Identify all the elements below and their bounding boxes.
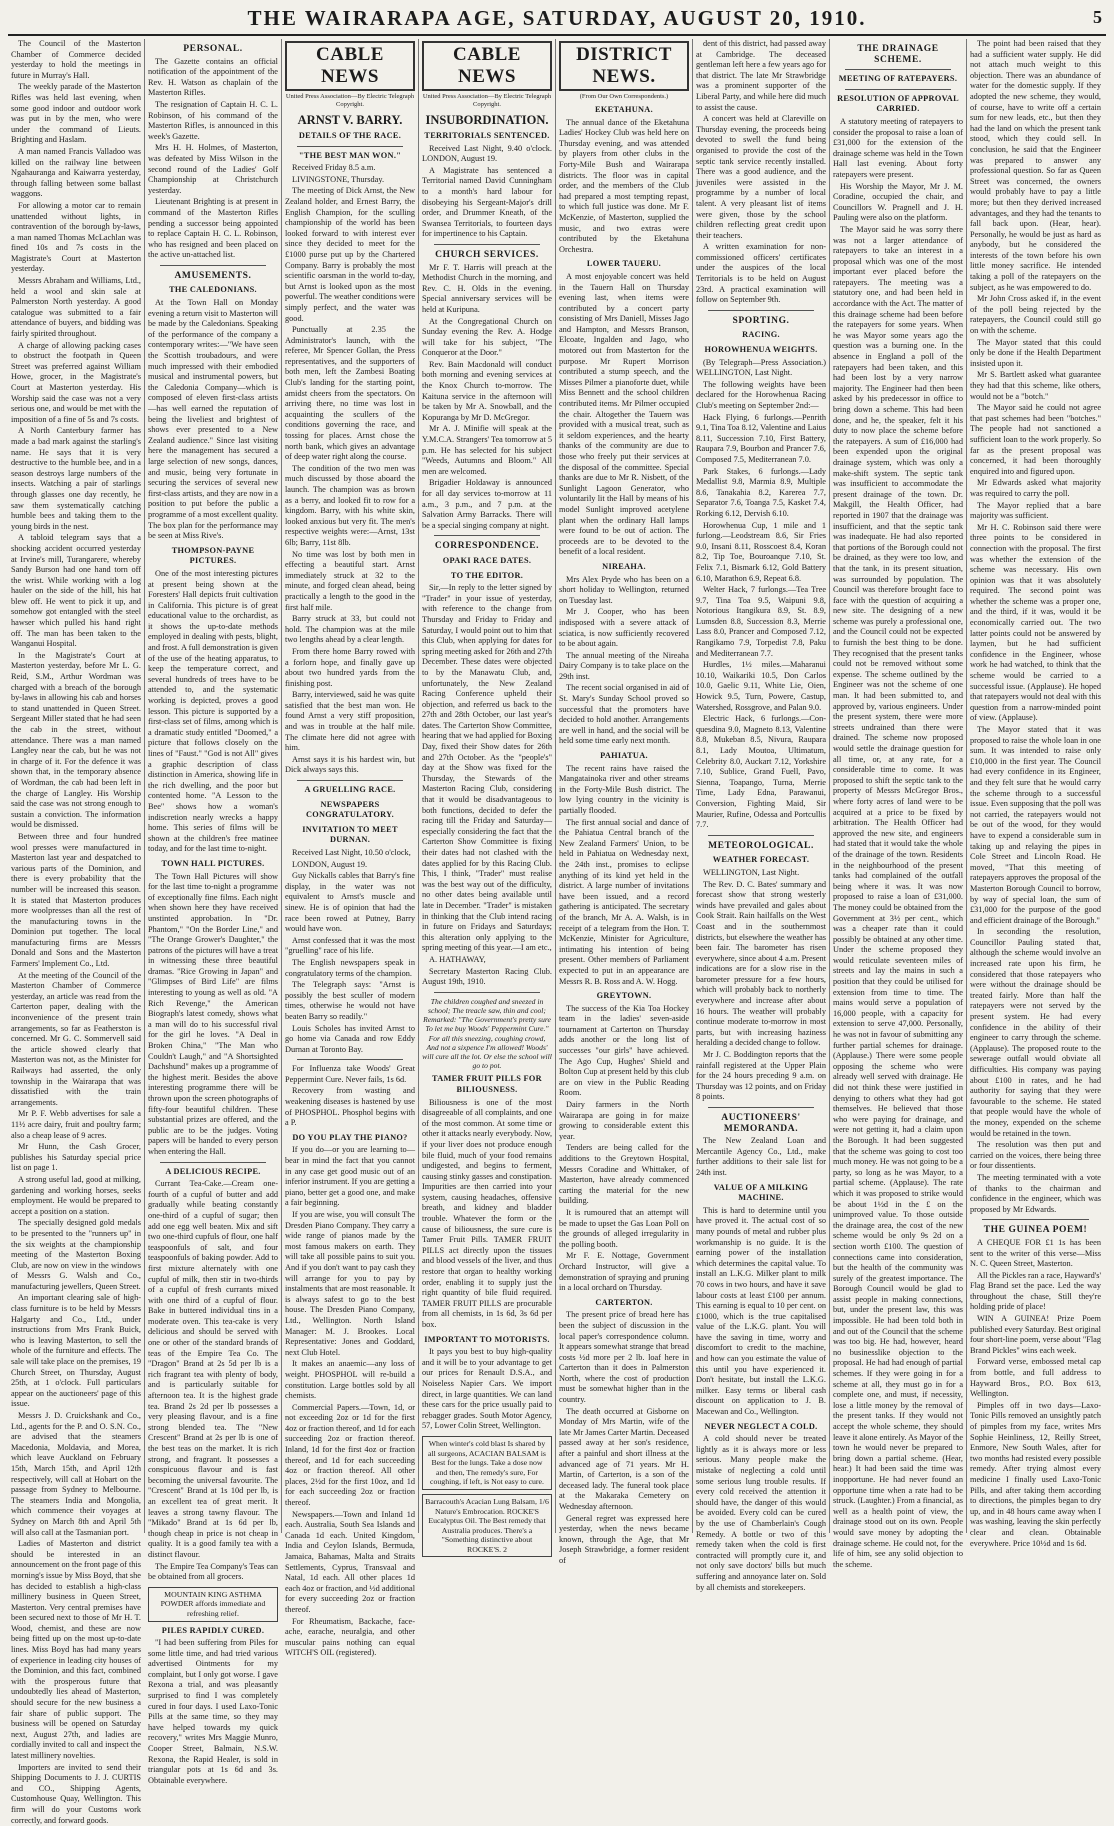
paragraph: The present price of bread here has been the subject of discussion in the local paper's correspondence column. It appears somewhat strange that bread costs ½d more per 2 lb. loaf here in Carterton than it does in Palmerston North, where the cost of production must be somewhat higher than in the country.	[559, 1310, 689, 1405]
recipe-paragraphs	[148, 1179, 278, 1583]
paragraph: A concert was held at Clareville on Thursday evening, the proceeds being devoted to swell the fund being organised to provide the cost of the septic tank service recently installed. There was a good audience, and the juveniles were assisted in the programme by a number of local talent. A very pleasant list of items were given, those by the school children reflecting great credit upon their teachers.	[696, 114, 826, 240]
paragraph: The first annual social and dance of the Pahiatua Central branch of the New Zealand Farmers' Union, to be held in Pahiatua on Wednesday next, the 24th inst., promises to eclipse anything of its kind yet held in the district. A large number of invitations have been issued, and a record gathering is anticipated. The secretary of the branch, Mr A. A. Walsh, is in receipt of a telegram from the Hon. T. McKenzie, Minister for Agriculture, intimating his intention of being present. Other members of Parliament expected to put in an appearance are Messrs R. B. Ross and A. W. Hogg.	[559, 817, 689, 986]
paragraph: Arnst confessed that it was the most "gruelling" race of his life.	[285, 935, 415, 956]
paragraph: A Magistrate has sentenced a Territorial named David Cunningham to a month's hard labour for disobeying his Sergeant-Major's drill order, and Drummer Kneath, of the Swansea Territorials, to fourteen days for impertinence to his Captain.	[422, 165, 552, 239]
cold-paragraphs	[696, 1434, 826, 1593]
paragraph: Guy Nickalls cables that Barry's fine display, in the water was not equivalent to Arnst's muscle and sinew. He is of opinion that had the race been rowed at Putney, Barry would have won.	[285, 871, 415, 934]
divider	[434, 244, 540, 245]
paragraph: Mr Hunn, the Cash Grocer, publishes his Saturday special price list on page 1.	[11, 1142, 141, 1173]
press-credit: United Press Association—By Electric Telegraph Copyright.	[285, 93, 415, 108]
paragraph: A. HATHAWAY,	[429, 954, 486, 964]
caledonians-heading: THE CALEDONIANS.	[169, 285, 257, 295]
paragraph: Brigadier Holdaway is announced for all day services to-morrow at 11 a.m., 3 p.m., and 7 p.m. at the Salvation Army Barracks. There will be a special singing company at night.	[422, 478, 552, 530]
paragraph: Mr F. E. Nottage, Government Orchard Instructor, will give a demonstration of spraying and pruning in a local orchard on Thursday.	[559, 1251, 689, 1293]
drainage-paragraphs	[833, 117, 963, 1570]
columns	[8, 39, 1106, 1825]
gruelling-race-heading: A GRUELLING RACE.	[304, 785, 396, 795]
paragraph: Messrs Abraham and Williams, Ltd., held a wool and skin sale at Palmerston North yesterday. A good catalogue was submitted to a fair attendance of buyers, and bidding was fairly spirited throughout.	[11, 276, 141, 339]
paragraph: At the Congregational Church on Sunday evening the Rev. A. Hodge will take for his subject, "The Conqueror at the Door."	[422, 316, 552, 358]
paragraph: Secretary Masterton Racing Club. August 19th, 1910.	[422, 966, 552, 987]
paragraph: Commercial Papers.—Town, 1d, or not exceeding 2oz or 1d for the first 4oz or fraction thereof, and 1d for each succeeding 2oz or fraction thereof. Inland, 1d for the first 4oz or fraction thereof, and 1d for each succeeding 4oz or fraction thereof. All other places, 2½d for the first 10oz, and 1d for each succeeding 2oz or fraction thereof.	[285, 1402, 415, 1508]
divider	[434, 535, 540, 536]
paragraph: At the meeting of the Council of the Masterton Chamber of Commerce yesterday, an article was read from the Carterton paper, dealing with the inconvenience of the present train arrangements, so far as Featherston is concerned. Mr G. C. Sommervell said the article showed clearly that Masterton was not, as the Minister for Railways had asserted, the only township in the Wairarapa that was dissatisfied with the train arrangements.	[11, 970, 141, 1107]
paragraph: Sir,—In reply to the letter signed by "Trader" in your issue of yesterday, with reference to the change from Thursday and Friday to Friday and Saturday, I would point out to him that this Club, when applying for dates for spring meeting asked for 26th and 27th December. These dates were objected to by the Manawatu Club, and, unfortunately, the New Zealand Racing Conference upheld their objection, and referred us back to the 27th and 28th October, our last year's dates. The Carterton Show Committee, hearing that we had applied for Boxing Day, fixed their Show dates for 26th and 27th October. As the "people's" day at the Show was fixed for the Thursday, the Stewards of the Masterton Racing Club, considering that it would be disadvantageous to both functions, decided to defer the racing till the Friday and Saturday—especially considering the fact that the Carterton Show Committee is fixing their dates had not clashed with the dates applied for by this Racing Club. This, I think, "Trader" must realise was the best way out of the difficulty, no other dates being available until late in December. "Trader" is mistaken in thinking that the Club intend racing in future on Fridays and Saturdays; this alteration only applying to the spring meeting of this year.—I am etc.,	[422, 583, 552, 953]
paragraph: A man named Francis Valladoo was killed on the railway line between Ngahauranga and Kaiwarra yesterday, through falling between some ballast waggons.	[11, 146, 141, 199]
paragraph: Pimples off in two days—Laxo-Tonic Pills removed an unsightly patch of pimples from my face, writes Mrs Sophie Heinliness, 12, Reilly Street, Enmore, New South Wales, after for two months had resisted every possible remedy. After trying almost every medicine I finally used Laxo-Tonic Pills, and after taking them according to directions, the pimples began to dry up, and in 48 hours came away when I was washing, leaving the skin perfectly clear and clean. Obtainable everywhere. Price 10½d and 1s 6d.	[970, 1400, 1101, 1548]
caledonians-paragraphs	[148, 298, 278, 542]
paragraph: The following weights have been declared for the Horowhenua Racing Club's meeting on September 2nd:—	[696, 379, 826, 410]
paragraph: Ladies of Masterton and district should be interested in an announcement on the front page of this morning's issue by Miss Boyd, that she has decided to establish a high-class millinery business in Queen Street, Masterton. Very central premises have been secured next to those of Mr H. T. Wood, chemist, and these are now being fitted up on the most up-to-date lines. Miss Boyd has had many years of experience in leading city houses of the Dominion, and this fact, combined with the prosperous future that undoubtedly lies ahead of Masterton, should secure for the new business a fair share of public support. The business will be opened on Saturday next, August 27th, and ladies are cordially invited to call and inspect the latest millinery novelties.	[11, 1539, 141, 1760]
district-news-banner: DISTRICT NEWS.	[559, 41, 689, 91]
newspapers-heading: NEWSPAPERS CONGRATULATORY.	[305, 799, 395, 820]
divider	[845, 69, 951, 70]
paragraph: Mr Edwards asked what majority was required to carry the poll.	[970, 478, 1101, 498]
paragraph: In seconding the resolution, Councillor Pauling stated that, although the scheme would involve an increased rate upon his firm, he considered that those ratepayers who were without the drainage should be treated fairly. More than half the ratepayers were not served by the present system. He had every confidence in the ability of their engineer to carry through the scheme. (Applause). The proposed route to the sewerage outfall would obviate all difficulties. His company was paying about £100 in rates, and he had authority for saying that they were favourable to the scheme. He stated that people would have the whole of the money, expended on the scheme would be retained in the town.	[970, 927, 1101, 1138]
paragraph: The recent social organised in aid of St. Mary's Sunday School proved so successful that the promoters have decided to hold another. Arrangements are well in hand, and the social will be held some time early next month.	[559, 683, 689, 746]
piles-heading: PILES RAPIDLY CURED.	[161, 1625, 265, 1635]
paragraph: From there home Barry rowed with a forlorn hope, and finally gave up about two hundred yards from the finishing post.	[285, 646, 415, 688]
paragraph: The Council of the Masterton Chamber of Commerce decided yesterday to hold the meetings in future in Murray's Hall.	[11, 39, 141, 80]
recipe-heading: A DELICIOUS RECIPE.	[165, 1166, 261, 1176]
to-editor-heading: TO THE EDITOR.	[450, 570, 524, 580]
paragraph: At the Town Hall on Monday evening a return visit to Masterton will be made by the Caledonians. Speaking of the performance of the company a contemporary writes:—"We have seen the Scottish troubadours, and were much impressed with their embodied musical and instrumental powers, but the Caledonia Company—which is composed of eleven first-class artists—has well earned the reputation of being the liveliest and brightest of shows ever presented to a New Zealand audience." Since last visiting here the management has secured a large selection of new songs, dances, and music, being very fortunate in securing the services of several new first-class artists, and they are now in a position to put before the public a programme of a most excellent quality. The box plan for the performance may be seen at Miss Rive's.	[148, 298, 278, 541]
paragraph: Biliousness is one of the most disagreeable of all complaints, and one of the most common. At some time or other it attacks nearly everybody. Now, if your liver does not produce enough bile fluid, much of your food remains undigested, and begins to ferment, causing stinky gasses and constipation. Impurities are then carried into your system, causing headaches, offensive breath, and kidney and bladder trouble. Whatever the form or the cause of biliousness, the sure cure is Tamer Fruit Pills. TAMER FRUIT PILLS act directly upon the tissues and blood vessels of the liver, and thus restore that organ to healthy working order, enabling it to supply just the right quantity of bile fluid required. TAMER FRUIT PILLS are procurable from all chemists, in 1s 6d, 3s 6d per box.	[422, 1097, 553, 1329]
carterton-continued	[696, 39, 826, 306]
paragraph: The meeting of Dick Arnst, the New Zealand holder, and Ernest Barry, the English Champion, for the sculling championship of the world has been looked forward to with interest ever since they decided to meet for the £1000 purse put up by the Chartered Company. Barry is probably the most scientific oarsman in the world to-day, but Arnst is looked upon as the most powerful. The weather conditions were simply perfect, and the water was good.	[285, 186, 416, 323]
horowhenua-heading: HOROWHENUA WEIGHTS.	[704, 345, 818, 355]
paragraph: "I had been suffering from Piles for some little time, and had tried various advertised Ointments for my complaint, but I only got worse. I gave Rexona a trial, and was pleasantly surprised to find I was completely cured in four days. I used Laxo-Tonic Pills at the same time, so they may have helped towards my quick recovery," writes Mrs Maggie Munro, Cooper Street, Balmain, N.S.W. Rexona, the Rapid Healer, is sold in triangular pots at 1s 6d and 3s. Obtainable everywhere.	[148, 1638, 278, 1785]
divider	[434, 992, 540, 993]
sporting-heading: SPORTING.	[732, 315, 790, 326]
insubordination-paragraphs	[422, 144, 552, 240]
piano-heading: DO YOU PLAY THE PIANO?	[292, 1132, 408, 1142]
paragraph: Tenders are being called for the additions to the Greytown Hospital, Messrs Coradine and Whittaker, of Masterton, have already commenced carting the material for the new building.	[559, 1143, 689, 1206]
paragraph: General regret was expressed here yesterday, when the news became known, through the Age, that Mr Joseph Strawbridge, a former resident of	[559, 1513, 689, 1565]
race-paragraphs	[285, 163, 415, 776]
column-7	[830, 39, 967, 1569]
paragraph: Barry, interviewed, said he was quite satisfied that the best man won. He found Arnst a very stiff proposition, and was in trouble at the half mile. The climate here did not agree with him.	[285, 690, 415, 753]
paragraph: Mr A. J. Minifie will speak at the Y.M.C.A. Strangers' Tea tomorrow at 5 p.m. He has selected for his subject "Weeds, Autumns and Bloom." All men are welcomed.	[422, 424, 552, 476]
personal-heading: PERSONAL.	[183, 44, 243, 54]
paragraph: The resolution was then put and carried on the voices, there being three or four dissentients.	[970, 1140, 1101, 1171]
paragraph: The Mayor said he was sorry there was not a larger attendance of ratepayers to take an interest in a proposal which was one of the most important ever placed before the ratepayers. The meeting was a statutory one, and had been held in accordance with the Act. The matter of this drainage scheme had been before the ratepayers for some years. When he was Mayor some years ago the question was a burning one. In the absence in England a poll of the ratepayers had been taken, and this had been lost by a very narrow majority. The Engineer had then been asked by his predecessor in office to bring down a scheme. This had been done, and he, the speaker, felt it his duty to now place the scheme before the ratepayers. A sum of £16,000 had been expended upon the original drainage system, which was only a make-shift system. The septic tank was insufficient to accommodate the present drainage of the town. Dr. Makgill, the Health Officer, had reported in 1907 that the drainage was insufficient, and that the septic tank was inadequate. He had also reported that portions of the Borough could not be drained, as they were too low, and that the tank, in its present situation, was surrounded by population. The Council was therefore brought face to face with the question of acquiring a new site. The designing of a new scheme was purely a professional one, and the Council could not be expected to furnish the best thing to be done. They recognised that the present tanks could not be removed without some expense. The scheme outlined by the Engineer was not the scheme of one man. It had been submitted to, and approved by, various engineers. Under the present system, there were more streets undrained than there were drained. The scheme now proposed would settle the drainage question for all time, or, at any rate, for a considerable time to come. It was proposed to shift the septic tank to the property of Messrs McGregor Bros., where forty acres of land were to be acquired at a price to be fixed by arbitration. The Health Officer had approved the new site, and engineers had stated that it would take the whole of the drainage of the town. Residents in the neighbourhood of the present tanks had complained of the outfall being where it was. It was now proposed to raise a loan of £31,000. The money could be obtained from the Government at 3½ per cent., which was a cheaper rate than it could possibly be obtained at any other time. Under the scheme proposed they would reticulate seventeen miles of streets and lay the mains in such a position that they could be utilised for extension from time to time. The mains would serve a population of 16,000 people, with a capacity for extension to serve 47,000. Personally, he was not in favour of submitting any further partial schemes for drainage. (Applause.) There were some people opposing the scheme who were already well served with drainage. He did not think these were justified in denying to others what they had got themselves. He believed that those who were paying for drainage, and were not getting it, had a claim upon the Borough. It had been suggested that the scheme was going to cost too much money. He was not going to be a party, so long as he was Mayor, to a partial scheme. (Applause). The rate which it was proposed to strike would be about 1½d in the £ on the unimproved value. To those outside the drainage area, the cost of the new scheme would be only 9s 2d on a section worth £100. The question of connections came into consideration, but the health of the community was surely of the greatest importance. The Borough Council would be glad to assist people in making connections, but, under the present law, this was impossible. He had been told both in and out of the Council that the scheme was too big. He had, however, heard no businesslike objection to the proposal. He had had enough of partial schemes. If they were going in for a scheme at all, they must go in for a complete one, and must, if necessity, lose a little money by the removal of the present tanks. If they would not accept the whole scheme, they should leave it alone entirely. As Mayor of the town he would never be prepared to bring down a partial scheme. (Hear, hear.) It had been said the time was inopportune. He had never found an opportune time when a rate had to be struck. (Laughter.) From a financial, as well as a health point of view, the drainage stood out on its own. People would save money by adopting the drainage scheme. He could not, for the life of him, see any solid objection to the scheme.	[833, 224, 963, 1569]
piles-paragraphs	[148, 1638, 278, 1786]
paragraph: The Mayor said he could not agree that past schemes had been "botches." The people had not sanctioned a sufficient loan to the work properly. So far as the present proposal was concerned, it had been thoroughly enquired into and figured upon.	[970, 403, 1101, 476]
paragraph: A most enjoyable concert was held in the Tauern Hall on Thursday evening last, when items were contributed by a concert party consisting of Mrs Daniell, Misses Jago and Hampton, and Messrs Branson, Elcoate, Ingalden and Jago, who motored out from Masterton for the purpose. Mr Rupert Morrison contributed a stump speech, and the Misses Pilmer a pianoforte duet, while Miss Bennett and the school children contributed items. Mr Pilmer occupied the chair. Altogether the Tauern was provided with a musical treat, such as it seldom experiences, and the hearty thanks of the community are due to those who freely put their services at the disposal of the committee. Special thanks are due to Mr R. Nisbett, of the Sunlight Lagoon Generator, who voluntarily lit the Hall by means of his model Sunlight improved acetylene plant when the ordinary Hall lamps were found to be out of action. The proceeds are to be devoted to the benefit of a local resident.	[559, 271, 689, 557]
paragraph: The specially designed gold medals to be presented to the "runners up" in the six weights at the championship meeting of the Masterton Boxing Club, are now on view in the windows of Messrs G. Walsh and Co., manufacturing jewellers, Queen Street.	[11, 1218, 141, 1291]
auctioneers-heading: AUCTIONEERS' MEMORANDA.	[721, 1113, 801, 1134]
opaki-heading: OPAKI RACE DATES.	[442, 555, 532, 565]
paragraph: Newspapers.—Town and Inland 1d each. Australia, South Sea Islands and Canada 1d each. United Kingdom, India and Ceylon Islands, Bermuda, Jamaica, Bahamas, Malta and Straits Settlements, Cyprus, Transvaal and Natal, 1d each. All other places 1d each 4oz or fraction, and ½d additional for every succeeding 2oz or fraction thereof.	[285, 1509, 415, 1614]
paragraph: Dairy farmers in the North Wairarapa are going in for maize growing to considerable extent this year.	[559, 1100, 689, 1141]
paragraph: It pays you best to buy high-quality and it will be to your advantage to get our prices for Renault D.S.A., and Noiseless Napier Cars. We import direct, in large quantities. We can land these cars for the price usually paid to rebagger grades. South Motor Agency, 57, Lower Colin Street, Wellington.	[422, 1347, 552, 1431]
tamer-paragraphs	[422, 1098, 552, 1331]
motorists-paragraphs	[422, 1347, 552, 1432]
arnst-barry-headline: ARNST V. BARRY.	[297, 113, 403, 127]
eketahuna-paragraphs	[559, 118, 689, 256]
paragraph: A written examination for non-commissioned officers' certificates under the auspices of the local Territorials is to be held on August 23rd. A practical examination will follow on September 9th.	[696, 242, 826, 305]
paragraph: Mr S. Bartlett asked what guarantee they had that this scheme, like others, would not be a "botch."	[970, 370, 1101, 401]
paragraph: A CHEQUE FOR £1 1s has been sent to the writer of this verse—Miss N. C. Queen Street, Masterton.	[970, 1237, 1101, 1269]
paragraph: It makes an anaemic—any loss of weight. PHOSPHOL will re-build a constitution. Large bottles sold by all chemists.	[285, 1359, 415, 1401]
auctioneers-paragraphs	[696, 1136, 826, 1178]
divider	[982, 1219, 1089, 1220]
column-4	[419, 39, 556, 1554]
gruelling-paragraphs	[285, 848, 415, 1055]
paragraph: Hack Flying, 6 furlongs.—Penrith 9.1, Tina Toa 8.12, Valentine and Laius 8.11, Succession 7.10, First Battery, Raupara 7.9, Bourbon and Prancer 7.6, Composed 7.5, Mediterranean 7.0.	[696, 412, 827, 464]
paragraph: Welter Hack, 7 furlongs.—Tea Tree 9.7, Tina Toa 9.5, Waipuni 9.8, Notorious Itangikura 8.9, St. 8.9, Lumsden 8.8, Succession 8.3, Merrie Lass 8.0, Prancer and Composed 7.12, Rangikamo 7.9, Torpedist 7.8, Paku and Mediterranean 7.7.	[696, 585, 826, 658]
peppermint-verse: The children coughed and sneezed in school; The treacle saw, thin and cool; Remarked: "The Government's pretty sure To let me buy Woods' Peppermint Cure." For all this sneezing, coughing crowd, And not a sixpence I'm allowed! Woods' will cure all the lot. Or else the school will go to pot.	[422, 996, 552, 1071]
paragraph: His Worship the Mayor, Mr J. M. Coradine, occupied the chair, and Councillors W. Pragnell and J. H. Pauling were also on the platform.	[833, 181, 963, 223]
nireaha-paragraphs	[559, 575, 689, 748]
cable-news-banner: CABLE NEWS	[285, 41, 415, 91]
paragraph: WELLINGTON, Last Night.	[703, 867, 800, 877]
paragraph: Punctually at 2.35 the Administrator's launch, with the referee, Mr Spencer Gollan, the Press representatives, and the supporters of both men, left the Zambesi Boating Club's landing for the starting point, amidst cheers from the spectators. On arriving there, no time was lost in acquainting the scullers of the conditions governing the race, and tossing for places. Arnst chose the north bank, which gives an advantage of deep water right along the course.	[285, 325, 415, 462]
paragraph: The death occurred at Gisborne on Monday of Mrs Martin, wife of the late Mr James Carter Martin. Deceased passed away at her son's residence, after a painful and short illness at the advanced age of 71 years. Mr H. Martin, of Carterton, is a son of the deceased lady. The funeral took place at the Makaraka Cemetery on Wednesday afternoon.	[559, 1406, 689, 1511]
durnan-heading: INVITATION TO MEET DURNAN.	[302, 824, 398, 845]
column-6	[693, 39, 830, 1592]
paragraph: The Mayor replied that a bare majority was sufficient.	[970, 500, 1101, 521]
paragraph: The English newspapers speak in congratulatory terms of the champion.	[285, 957, 415, 978]
greytown-paragraphs	[559, 1004, 689, 1294]
paragraph: It is rumoured that an attempt will be made to upset the Gas Loan Poll on the grounds of alleged irregularity in the polling booth.	[559, 1207, 689, 1249]
ratepayers-meeting-heading: MEETING OF RATEPAYERS.	[838, 74, 958, 84]
column-1	[8, 39, 145, 1825]
column-8	[967, 39, 1104, 1548]
paragraph: Between three and four hundred wool presses were manufactured in Masterton last year and despatched to various parts of the Dominion, and there is every probability that the number will be increased this season. It is stated that Masterton produces more woolpresses than all the rest of the manufacturing towns in the Dominion put together. The local manufacturing firms are Messrs Donald and Sons and the Masterton Farmers' Implement Co., Ltd.	[11, 831, 141, 969]
paragraph: LIVINGSTONE, Thursday.	[292, 174, 385, 184]
paragraph: Park Stakes, 6 furlongs.—Lady Medallist 9.8, Marmia 8.9, Multiple 8.6, Tanakahia 8.2, Karerea 7.7, Separator 7.6, Toanga 7.5, Kasket 7.4, Rorking 6.12, Dervish 6.10.	[696, 466, 826, 518]
cable-news-banner: CABLE NEWS	[422, 41, 552, 91]
paragraph: For Influenza take Woods' Great Peppermint Cure. Never fails, 1s 6d.	[285, 1064, 415, 1084]
paragraph: Received Friday 8.5 a.m.	[292, 163, 376, 173]
paragraph: A cold should never be treated lightly as it is always more or less serious. Many people make the mistake of neglecting a cold until some serious lung trouble results. If every cold received the attention it should have, the danger of this would be avoided. Every cold can be cured by the use of Chamberlain's Cough Remedy. A bottle or two of this remedy taken when the cold is first contracted will promptly cure it, and not only save doctors' bills but much suffering and annoyance later on. Sold by all chemists and storekeepers.	[696, 1434, 826, 1592]
racing-heading: RACING.	[742, 330, 780, 340]
paragraph: Mr F. T. Harris will preach at the Methodist Church in the morning, and Rev. C. H. Olds in the evening. Special anniversary services will be held at Kuripuna.	[422, 262, 552, 314]
weather-forecast-heading: WEATHER FORECAST.	[712, 855, 810, 865]
motorists-heading: IMPORTANT TO MOTORISTS.	[424, 1334, 550, 1344]
rockes-oil-advert: Barracouth's Acacian Lung Balsam, 1/6 Nature's Embrocation. ROCKE'S Eucalyptus Oil. The Best remedy that Australia produces. There's a "Something distinctive about ROCKE'S. 2	[422, 1494, 552, 1558]
paragraph: A North Canterbury farmer has made a bad mark against the starling's name. He says that it is very destructive to the humble bee, and in a season destroys large numbers of the insects. Watching a pair of starlings through glasses one day recently, he saw them systematically catching humble bees and taking them to the young birds in the nest.	[11, 426, 141, 531]
paragraph: LONDON, August 19.	[292, 859, 368, 869]
page-number: 5	[1093, 7, 1102, 27]
paragraph: Mr H. C. Robinson said there were three points to be considered in connection with the proposal. The first was whether the extension of the scheme was necessary. His own opinion was that it was absolutely required. The second point was whether the scheme was a proper one, and the third, if it was, would it be economically carried out. The two latter points could not be answered by laymen, but he had sufficient confidence in the Engineer, whose work he had watched, to think that the scheme would be carried to a successful issue. (Applause). He hoped that ratepayers would not deal with this question from a narrow-minded point of view. (Applause).	[970, 522, 1101, 723]
paragraph: A charge of allowing packing cases to obstruct the footpath in Queen Street was preferred against William Howe, grocer, in the Magistrate's Court at Masterton yesterday. His Worship said the case was not a very serious one, and would be met with the imposition of a fine of 5s and 7s costs.	[11, 340, 141, 424]
paragraph: The Mayor stated that it was proposed to raise the whole loan in one sum. It was intended to raise only £10,000 in the first year. The Council had every confidence in its Engineer, and they felt sure that he would carry the scheme through to a successful issue. Even supposing that the poll was not carried, the ratepayers would not be out of the wood, for they would have to expend a considerable sum in taking up and relaying the pipes in Cole Street and Lincoln Road. He moved, "That this meeting of ratepayers approves the proposal of the Masterton Borough Council to borrow, by way of special loan, the sum of £31,000 for the purpose of the good and efficient drainage of the Borough."	[970, 725, 1101, 925]
thompson-payne-paragraphs	[148, 569, 278, 855]
paragraph: The meeting terminated with a vote of thanks to the chairman and confidence in the engineer, which was proposed by Mr Edwards.	[970, 1172, 1101, 1214]
newspaper-title: THE WAIRARAPA AGE, SATURDAY, AUGUST 20, 1910.	[247, 6, 867, 30]
cold-heading: NEVER NEGLECT A COLD.	[704, 1421, 818, 1431]
paragraph: Lieutenant Brighting is at present in command of the Masterton Rifles pending a successor being appointed to replace Captain H. C. L. Robinson, who has resigned and been placed on the active un-attached list.	[148, 197, 278, 260]
paragraph: The Gazette contains an official notification of the appointment of the Rev. H. Watson as chaplain of the Masterton Rifles.	[148, 56, 278, 98]
paragraph: The recent rains have raised the Mangatainoka river and other streams in the Forty-Mile Bush district. The low lying country in the vicinity is partially flooded.	[559, 763, 689, 815]
paragraph: A strong useful lad, good at milking, gardening and working horses, seeks employment. He would be prepared to accept a position on a station.	[11, 1174, 141, 1216]
paragraph: In the Magistrate's Court at Masterton yesterday, before Mr L. G. Reid, S.M., Arthur Wordman was charged with a breach of the borough by-laws in allowing his cab and horses to stand unattended in Queen Street. Sergeant Miller stated that he had seen the cab in the street, without attendance. There was a man named Langley near the cab, but he was not in charge of it. For the defence it was shown that, in the temporary absence of Wordman, the cab had been left in the charge of Langley. His Worship said the case was not strong enough to sustain a conviction. The information would be dismissed.	[11, 650, 141, 830]
correspondence-heading: CORRESPONDENCE.	[434, 541, 540, 552]
pahiatua-heading: PAHIATUA.	[600, 751, 648, 761]
paragraph: All the Pickles ran a race, Hayward's' Flag Brand set the pace. Led the way throughout the chase, Still they're holding pride of place!	[970, 1270, 1101, 1312]
divider	[708, 310, 814, 311]
paragraph: Importers are invited to send their Shipping Documents to J. J. CURTIS and CO., Shipping Agents, Customhouse Quay, Wellington. This firm will do your Customs work correctly, and forward goods.	[11, 1762, 141, 1825]
paragraph: Recovery from wasting and weakening diseases is hastened by use of PHOSPHOL. Phosphol begins with a P.	[285, 1086, 415, 1128]
piano-paragraphs	[285, 1145, 415, 1659]
paragraph: Horowhenua Cup, 1 mile and 1 furlong.—Leodstream 8.6, Sir Fries 9.0, Insani 8.11, Rosscoest 8.4, Koran 8.2, Tip Toe, Bouroanque 7.10, St. Felix 7.1, Bismark 6.12, Gold Battery 6.10, Marathon 6.9, Repeat 6.8.	[696, 520, 826, 583]
nireaha-heading: NIREAHA.	[602, 561, 646, 571]
paragraph: (By Telegraph—Press Association.) WELLINGTON, Last Night.	[696, 357, 826, 378]
drainage-scheme-heading: THE DRAINAGE SCHEME.	[857, 44, 939, 65]
paragraph: The annual dance of the Eketahuna Ladies' Hockey Club was held here on Thursday evening, and was attended by players from other clubs in the Forty-Mile Bush and Wairarapa districts. The floor was in capital order, and the members of the Club had prepared a most tempting repast, to which full justice was done. Mr F. McKenzie, of Masterton, supplied the music, and two extras were contributed by the Eketahuna Orchestra.	[559, 117, 689, 254]
paragraph: Forward verse, embossed metal cap from bottle, and full address to Hayward Bros., P.O. Box 613, Wellington.	[970, 1357, 1101, 1399]
guinea-paragraphs	[970, 1238, 1101, 1549]
paragraph: For allowing a motor car to remain unattended without lights, in contravention of the borough by-laws, a man named Thomas McLachlan was fined 10s and 7s costs in the Magistrate's Court at Masterton yesterday.	[11, 200, 141, 274]
paragraph: Received Last Night, 9.40 o'clock. LONDON, August 19.	[422, 143, 552, 164]
paragraph: dent of this district, had passed away at Cambridge. The deceased gentleman left here a few years ago for that district. The late Mr Strawbridge was a prominent supporter of the Liberal Party, and while here did much to assist the cause.	[696, 39, 826, 112]
paragraph: The condition of the two men was much discussed by those aboard the launch. The champion was as brown as a berry, and looked fit to row for a kingdom. Barry, with his white skin, looked anxious but very fit. The men's respective weights were:—Arnst, 13st 6lb; Barry, 11st 8lb.	[285, 463, 415, 547]
column-2	[145, 39, 282, 1785]
greytown-heading: GREYTOWN.	[596, 991, 652, 1001]
paragraph: The New Zealand Loan and Mercantile Agency Co., Ltd., make further additions to their sale list for 24th inst.	[696, 1136, 826, 1177]
drainage-continued	[970, 39, 1101, 1215]
carterton-heading: CARTERTON.	[595, 1297, 653, 1307]
insubordination-headline: INSUBORDINATION.	[425, 113, 549, 127]
eketahuna-heading: EKETAHUNA.	[595, 105, 653, 114]
masthead	[8, 6, 1106, 36]
paragraph: The weekly parade of the Masterton Rifles was held last evening, when some good indoor and outdoor work was put in by the men, who were under the command of Lieuts. Brighting and Haslam.	[11, 82, 141, 145]
paragraph: The Town Hall Pictures will show for the last time to-night a programme of exceptionally fine films. Each night when shown here they have received unstinted approbation. In "Dr. Phantom," "On the Border Line," and "The Orange Grower's Daughter," the patrons of the pictures will have a treat in witnessing these three beautiful dramas. "Rice Growing in Japan" and "Glimpses of Bird Life" are films interesting to young as well as old. "A Rich Revenge," the American Biograph's latest comedy, shows what a man will do to his successful rival for the girl he loves. "A Deal in Broken China," "The Man who Couldn't Laugh," and "A Shortsighted Dachshund" makes up a programme of the highest merit. Besides the above interesting programme there will be thrown upon the screen photographs of fifty-four beautiful children. These substantial prizes are offered, and the public are to be the judges. Voting papers will be handed to every person when entering the Hall.	[148, 871, 278, 1156]
paragraph: The Empire Tea Company's Teas can be obtained from all grocers.	[148, 1561, 278, 1582]
thompson-payne-heading: THOMPSON-PAYNE PICTURES.	[171, 545, 255, 566]
divider	[708, 835, 814, 836]
paragraph: Mr J. C. Boddington reports that the rainfall registered at the Upper Plain for the 24 hours preceding 9 a.m. on Thursday was 12 points, and on Friday 8 points.	[696, 1050, 826, 1102]
paragraph: Received Last Night, 10.50 o'clock,	[292, 848, 411, 857]
meteorological-heading: METEOROLOGICAL.	[708, 840, 814, 851]
divider	[297, 1059, 403, 1060]
local-paragraphs	[11, 39, 141, 1826]
press-credit: United Press Association—By Electric Telegraph Copyright.	[422, 93, 552, 108]
paragraph: One of the most interesting pictures at present being shown at the Foresters' Hall depicts fruit cultivation in California. This picture is of great educational value to the orchardist, as it shows the up-to-date methods employed in dealing with pests, blight, and frost. A full demonstration is given of the use of the heating apparatus, to keep the temperature correct, and several hundreds of trees have to be attended to, and the systematic working is depicted, proves a good lesson. This picture is supported by a first-class set of films, among which is a dramatic study entitled "Doomed," a picture that follows closely on the lines of "Faust." "God is not All" gives a graphic description of class distinction in America, showing life in the rich dwelling, and the poor but contented home. "A Lesson to the Bee" shows how a woman's indiscretion nearly wrecks a happy home. This series of films will be shown at the children's free matinee today, and for the last time to-night.	[148, 568, 278, 854]
paragraph: If you do—or you are learning to—bear in mind the fact that you cannot in any case get good music out of an inferior instrument. If you are getting a piano, better get a good one, and make a fair beginning.	[285, 1145, 415, 1208]
paragraph: Mr John Cross asked if, in the event of the poll being rejected by the ratepayers, the Council could still go on with the scheme.	[970, 294, 1101, 336]
column-5	[556, 39, 693, 1565]
paragraph: The Mayor stated that this could only be done if the Health Department insisted upon it.	[970, 337, 1101, 368]
weather-paragraphs	[696, 868, 826, 1103]
paragraph: The Telegraph says: "Arnst is possibly the best sculler of modern times, otherwise he would not have beaten Barry so readily."	[285, 980, 415, 1021]
personal-paragraphs	[148, 57, 278, 261]
divider	[297, 780, 403, 781]
church-services-heading: CHURCH SERVICES.	[435, 249, 539, 260]
divider	[160, 265, 266, 266]
paragraph: The Rev. D. C. Bates' summary and forecast show that strong westerly winds have prevailed and gales about Cook Strait. Rain hailfalls on the West Coast and in the southernmost districts, but elsewhere the weather has been fair. The barometer has risen everywhere, since about 4 a.m. Present indications are for a slow rise in the barometer pressure for a few hours, which will probably back to northerly everywhere and increase after about 16 hours. The weather will probably continue moderate to-morrow in most parts, but with increasing haziness heralding a decided change to follow.	[696, 879, 826, 1048]
racing-paragraphs	[696, 358, 826, 831]
paragraph: A tabloid telegram says that a shocking accident occurred yesterday at Irvine's mill, Turangarere, whereby Sandy Burson had one hand torn off the wrist. While working with a log hauler on the side of the hill, his hat blew off. He went to pick it up, and somehow got entangled with the steel hawser which pulled his hand right off. The man has been taken to the Wanganui Hospital.	[11, 533, 141, 649]
paragraph: Currant Tea-Cake.—Cream one-fourth of a cupful of butter and add gradually while beating constantly one-third of a cupful of sugar; then add one egg well beaten. Mix and sift two one-third cupfuls of flour, one half teaspoonfuls of salt, and four teaspoonfuls of baking powder. Add to first mixture alternately with one cupful of milk, then stir in two-thirds of a cupful of fresh currants mixed with one third of a cupful of flour. Bake in buttered individual tins in a moderate oven. This tea-cake is very delicious and should be served with one or other of the standard brands of teas of the Empire Tea Co. The "Dragon" Brand at 2s 5d per lb is a rich fragrant tea with plenty of body, and is particularly suitable for afternoon tea. It is the highest grade tea. Brand 2s 2d per lb possesses a very pleasing flavour, and is a fine strong blended tea. The "New Crescent" Brand at 2s per lb is one of the best teas on the market. It is rich strong, and fragrant. It possesses a conspicuous flavour and is fast becoming the universal favourite. The "Crescent" Brand at 1s 10d per lb, is an excellent tea of great merit. It leaves a strong tawny flavour. The "Mikado" Brand at 1s 6d per lb, though cheap in price is not cheap in quality. It is a good family tea with a distinct flavour.	[148, 1179, 278, 1559]
paragraph: A statutory meeting of ratepayers to consider the proposal to raise a loan of £31,000 for the extension of the drainage scheme was held in the Town Hall last evening. About forty ratepayers were present.	[833, 116, 963, 179]
paragraph: The point had been raised that they had a sufficient water supply. He did not attach much weight to this objection. There was an abundance of water for the domestic supply. If they adopted the new scheme, they would, of course, have to write off a certain sum for new leads, etc., but then they had the land on which the present tank stood, which they could sell. In conclusion, he said that the Engineer was prepared to answer any professional question. So far as Queen Street was concerned, the owners would probably have to pay a little more; but then they derived increased advantages, and they had the tenants to fall back upon. (Hear, hear). Personally, he would be just as hard as anybody, but he considered the interests of the town before his own little money sacrifice. He intended taking a poll of the ratepayers on the subject, as he was empowered to do.	[970, 39, 1101, 292]
pahiatua-paragraphs	[559, 764, 689, 987]
paragraph: Mrs Alex Pryde who has been on a short holiday to Wellington, returned on Tuesday last.	[559, 574, 689, 605]
paragraph: Electric Hack, 6 furlongs.—Con-quesdina 9.0, Magneto 8.13, Valentine 8.8, Mukeban 8.5, Nivura, Raupara 8.1, Lady Moutoa, Ultimatum, Celebrity 8.0, Auckart 7.12, Yorkshire 7.10, Sublice, Grand Fuell, Pavo, Sienna, Toapango, Turna, Merrie Time, Lady Edna, Parawanui, Conversion, Fighting Maid, Sir Maurier, Rufine, Odessa and Portcullis 7.7.	[696, 714, 826, 830]
paragraph: Mrs H. H. Holmes, of Masterton, was defeated by Miss Wilson in the second round of the Ladies' Golf Championship at Christchurch yesterday.	[148, 143, 278, 195]
asthma-advert: MOUNTAIN KING ASTHMA POWDER affords immediate and refreshing relief.	[148, 1587, 278, 1622]
paragraph: This is hard to determine until you have proved it. The actual cost of so many pounds of metal and rubber plus workmanship is no guide. It is the earning power of the installation which determines the capital value. To install an L.K.G. Milker plant to milk 70 cows in two hours, and have it save labour costs at least £100 per annum. This earning is equal to 10 per cent. on £1000, which is the true capitalised value of the L.K.G. plant. You will have the saving in time, worry and discomfort to credit to the machine, and how can you estimate the value of this until you have experienced it. Don't hesitate, but install the L.K.G. milker. Easy terms or liberal cash discount on application to J. B. Macewan and Co., Wellington.	[696, 1205, 826, 1417]
carterton-paragraphs	[559, 1310, 689, 1566]
divider	[708, 1107, 814, 1108]
territorials-heading: TERRITORIALS SENTENCED.	[424, 131, 550, 140]
paragraph: The annual meeting of the Nireaha Dairy Company is to take place on the 29th inst.	[559, 650, 689, 681]
paragraph: For Rheumatism, Backache, face-ache, earache, neuralgia, and other muscular pains nothing can equal WITCH'S OIL (registered).	[285, 1616, 415, 1658]
town-hall-pictures-heading: TOWN HALL PICTURES.	[161, 858, 265, 868]
church-paragraphs	[422, 263, 552, 532]
divider	[160, 1162, 266, 1163]
paragraph: If you are wise, you will consult The Dresden Piano Company. They carry a wide range of pianos made by the most famous makers on earth. They will take all possible pains to suit you. And if you don't want to pay cash they will arrange for you to pay by instalments that are most reasonable. It is always safest to go to the best house. The Dresden Piano Company, Ltd., Wellington. North Island Manager: M. J. Brookes. Local Representative: Jones and Goddard, next Club Hotel.	[285, 1210, 415, 1357]
paragraph: An important clearing sale of high-class furniture is to be held by Messrs Halgarty and Co., Ltd., under instructions from Mrs Frank Buick, who is leaving Masterton, to sell the whole of the furniture and effects. The sale will take place on the premises, 19 Church Street, on Thursday, August 25th, at 1 o'clock. Full particulars appear on the auctioneers' page of this issue.	[11, 1293, 141, 1409]
correspondents-note: (From Our Own Correspondents.)	[579, 93, 669, 100]
paragraph: Hurdles, 1½ miles.—Maharanui 10.10, Waikariki 10.5, Don Carlos 10.0, Gaelic 9.11, White Lie, Oien, Howick 9.5, Turn, Powere, Castup, Watershed, Rossgrove, and Palan 9.0.	[696, 660, 826, 712]
tamer-pills-heading: TAMER FRUIT PILLS FOR BILIOUSNESS.	[432, 1074, 542, 1094]
paragraph: Arnst says it is his hardest win, but Dick always says this.	[285, 754, 415, 775]
divider	[845, 89, 951, 90]
lower-tauern-heading: LOWER TAUERU.	[586, 259, 662, 269]
paragraph: The resignation of Captain H. C. L. Robinson, of his command of the Masterton Rifles, is announced in this week's Gazette.	[148, 99, 278, 141]
paragraph: Louis Scholes has invited Arnst to go home via Canada and row Eddy Durnan at Toronto Bay.	[285, 1023, 415, 1054]
paragraph: The success of the Kia Toa Hockey team in the ladies' seven-aside tournament at Carterton on Thursday adds another or the long list of successes "our girls" have achieved. The Ago Cup, Hughes' Shield and Bolton Cup at present held by this club are on view in the Public Reading Room.	[559, 1003, 689, 1098]
paragraph: WIN A GUINEA! Prize Poem published every Saturday. Best original four short-line poem, verse about "Flag Brand Pickles" wins each week.	[970, 1314, 1101, 1355]
race-details-heading: DETAILS OF THE RACE.	[298, 131, 402, 140]
tauern-paragraphs	[559, 272, 689, 558]
paragraph: Mr P. F. Webb advertises for sale a 11½ acre dairy, fruit and poultry farm; also a cheap lease of 9 acres.	[11, 1109, 141, 1140]
paragraph: Messrs J. D. Cruickshank and Co., Ltd., agents for the P. and O. S.N. Co., are advised that the steamers Macedonia, Moldavia, and Morea, which leave Auckland on February 15th, March 15th, and April 12th respectively, will call at Hobart on the passage from Sydney to Melbourne. The steamers India and Mongolia, which commence their voyages at Sydney on March 8th and April 5th will also call at the Tasmanian port.	[11, 1411, 141, 1537]
guinea-poem-heading: THE GUINEA POEM!	[983, 1225, 1088, 1236]
acacian-balsam-advert: When winter's cold blast Is shared by all surgeons, ACACIAN BALSAM is Best for the lungs. Take a dose now and then, The remedy's sure, For coughing, if left, is Not easy to cure.	[422, 1436, 552, 1490]
paragraph: Barry struck at 33, but could not hold. The champion was at the mile two lengths ahead by a clear length.	[285, 614, 415, 645]
best-man-won-subheading: "THE BEST MAN WON."	[298, 150, 402, 160]
opaki-paragraphs	[422, 583, 552, 988]
milking-machine-heading: VALUE OF A MILKING MACHINE.	[713, 1182, 809, 1203]
paragraph: Rev. Bain Macdonald will conduct both morning and evening services at the Knox Church to-morrow. The Kaituna service in the afternoon will be taken by Mr A. Snowball, and the Kopuranga by Mr D. McGregor.	[422, 359, 552, 422]
amusements-heading: AMUSEMENTS.	[174, 270, 252, 281]
town-hall-pictures-paragraphs	[148, 872, 278, 1158]
paragraph: No time was lost by both men in effecting a beautiful start. Arnst immediately struck at 32 to the minute, and forged clean ahead, being practically a length to the good in the first half mile.	[285, 549, 415, 612]
short-ads	[285, 1064, 415, 1129]
column-3	[282, 39, 419, 1658]
divider	[297, 146, 403, 147]
resolution-heading: RESOLUTION OF APPROVAL CARRIED.	[837, 93, 959, 114]
milking-paragraphs	[696, 1206, 826, 1418]
paragraph: Mr J. Cooper, who has been indisposed with a severe attack of sciatica, is now sufficiently recovered to be about again.	[559, 607, 689, 649]
